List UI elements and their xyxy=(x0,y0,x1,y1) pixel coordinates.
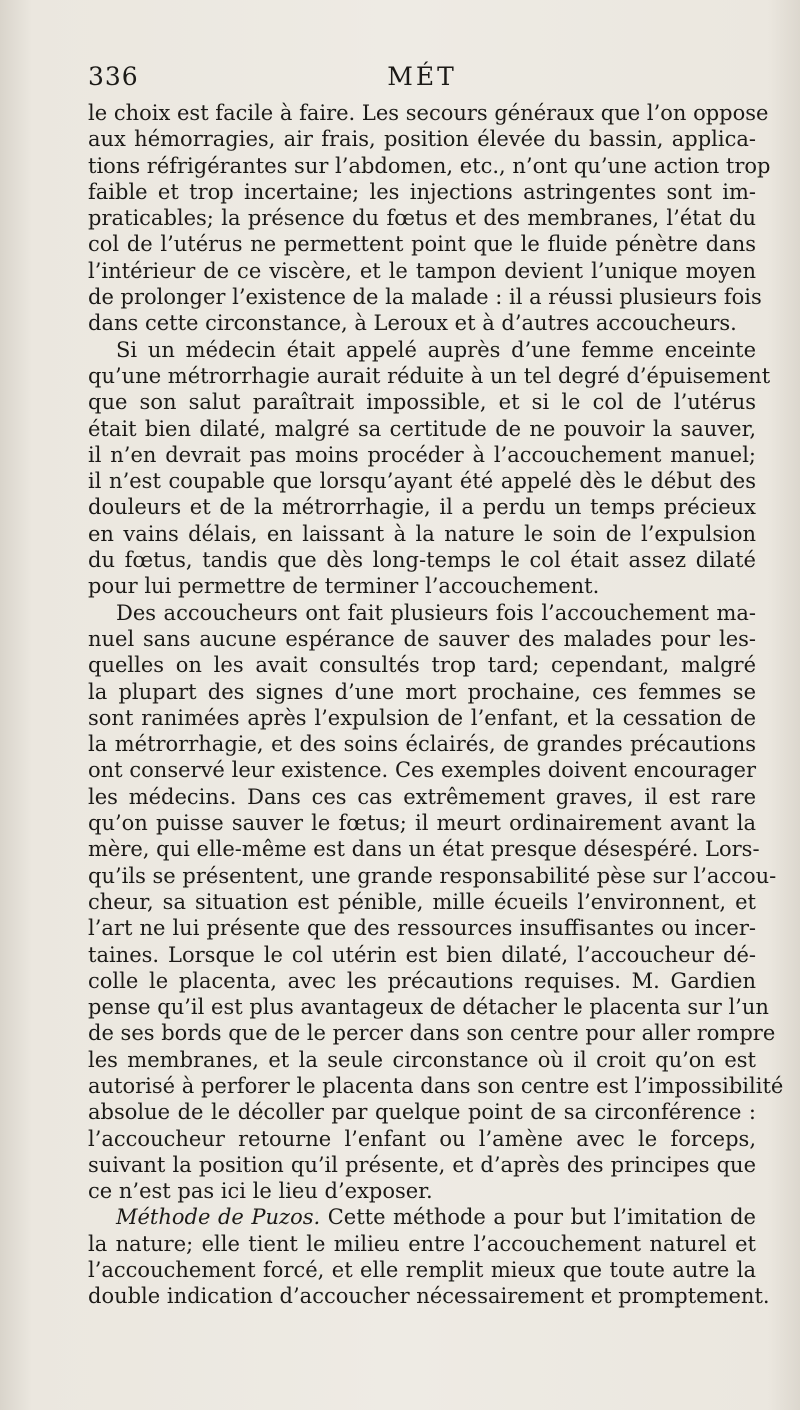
text-line: l’accouchement forcé, et elle remplit mieux que toute autre la xyxy=(88,1258,756,1283)
text-line: aux hémorragies, air frais, position élevée du bassin, applica- xyxy=(88,127,756,152)
text-line: colle le placenta, avec les précautions requises. M. Gardien xyxy=(88,968,756,993)
text-line: du fœtus, tandis que dès long-temps le col était assez dilaté xyxy=(88,548,756,573)
text-line: double indication d’accoucher nécessairement et promptement. xyxy=(88,1284,770,1309)
text-line: mère, qui elle-même est dans un état presque désespéré. Lors- xyxy=(88,837,760,862)
text-line: qu’une métrorrhagie aurait réduite à un tel degré d’épuisement xyxy=(88,363,771,388)
text-line: praticables; la présence du fœtus et des membranes, l’état du xyxy=(88,206,756,231)
text-line: le choix est facile à faire. Les secours généraux que l’on oppose xyxy=(88,101,769,125)
text-line: autorisé à perforer le placenta dans son centre est l’impossibilité xyxy=(88,1073,784,1098)
text-line: la plupart des signes d’une mort prochaine, ces femmes se xyxy=(88,679,756,704)
text-line: de ses bords que de le percer dans son centre pour aller rompre xyxy=(88,1021,776,1046)
text-line: les membranes, et la seule circonstance où il croit qu’on est xyxy=(88,1047,756,1072)
text-line: était bien dilaté, malgré sa certitude de ne pouvoir la sauver, xyxy=(88,416,756,441)
text-line: dans cette circonstance, à Leroux et à d’autres accoucheurs. xyxy=(88,311,737,336)
text-line: nuel sans aucune espérance de sauver des malades pour les- xyxy=(88,626,756,651)
text-line: la nature; elle tient le milieu entre l’accouchement naturel et xyxy=(88,1231,756,1256)
text-line: il n’est coupable que lorsqu’ayant été appelé dès le début des xyxy=(88,469,756,494)
text-line: douleurs et de la métrorrhagie, il a perdu un temps précieux xyxy=(88,495,756,520)
running-head: MÉT xyxy=(387,62,457,91)
text-line: absolue de le décoller par quelque point de sa circonférence : xyxy=(88,1100,756,1125)
text-line: de prolonger l’existence de la malade : il a réussi plusieurs fois xyxy=(88,285,762,310)
section-lead-italic: Méthode de Puzos. xyxy=(116,1205,321,1230)
body-text xyxy=(88,100,784,1310)
text-line: sont ranimées après l’expulsion de l’enfant, et la cessation de xyxy=(88,705,756,730)
text-line: qu’on puisse sauver le fœtus; il meurt ordinairement avant la xyxy=(88,811,756,836)
text-line: il n’en devrait pas moins procéder à l’accouchement manuel; xyxy=(88,442,756,467)
text-line: tions réfrigérantes sur l’abdomen, etc., n’ont qu’une action trop xyxy=(88,153,771,178)
text-line: taines. Lorsque le col utérin est bien dilaté, l’accoucheur dé- xyxy=(88,942,756,967)
text-line: pense qu’il est plus avantageux de détacher le placenta sur l’un xyxy=(88,995,769,1020)
text-line: suivant la position qu’il présente, et d’après des principes que xyxy=(88,1152,756,1177)
page-header xyxy=(88,62,756,96)
text-line: cheur, sa situation est pénible, mille écueils l’environnent, et xyxy=(88,889,756,914)
text-line: l’accoucheur retourne l’enfant ou l’amène avec le forceps, xyxy=(88,1126,756,1151)
text-line: la métrorrhagie, et des soins éclairés, de grandes précautions xyxy=(88,732,756,757)
text-line: en vains délais, en laissant à la nature le soin de l’expulsion xyxy=(88,521,756,546)
text-line: col de l’utérus ne permettent point que le fluide pénètre dans xyxy=(88,232,756,257)
text-line xyxy=(88,1204,756,1230)
page-number: 336 xyxy=(88,62,139,91)
text-line: l’art ne lui présente que des ressources insuffisantes ou incer- xyxy=(88,916,756,941)
text-line: quelles on les avait consultés trop tard; cependant, malgré xyxy=(88,653,756,678)
section-lead-rest: Cette méthode a pour but l’imitation de xyxy=(320,1205,756,1230)
text-line: l’intérieur de ce viscère, et le tampon devient l’unique moyen xyxy=(88,258,756,283)
text-line: ce n’est pas ici le lieu d’exposer. xyxy=(88,1179,433,1204)
text-line: Des accoucheurs ont fait plusieurs fois l’accouchement ma- xyxy=(116,600,756,625)
text-line: qu’ils se présentent, une grande responsabilité pèse sur l’accou- xyxy=(88,863,777,888)
text-line: faible et trop incertaine; les injections astringentes sont im- xyxy=(88,179,756,204)
text-line: ont conservé leur existence. Ces exemples doivent encourager xyxy=(88,758,756,783)
text-line: Si un médecin était appelé auprès d’une femme enceinte xyxy=(116,337,756,362)
text-line: les médecins. Dans ces cas extrêmement graves, il est rare xyxy=(88,784,756,809)
text-line: pour lui permettre de terminer l’accouchement. xyxy=(88,574,600,599)
text-line: que son salut paraîtrait impossible, et si le col de l’utérus xyxy=(88,390,756,415)
